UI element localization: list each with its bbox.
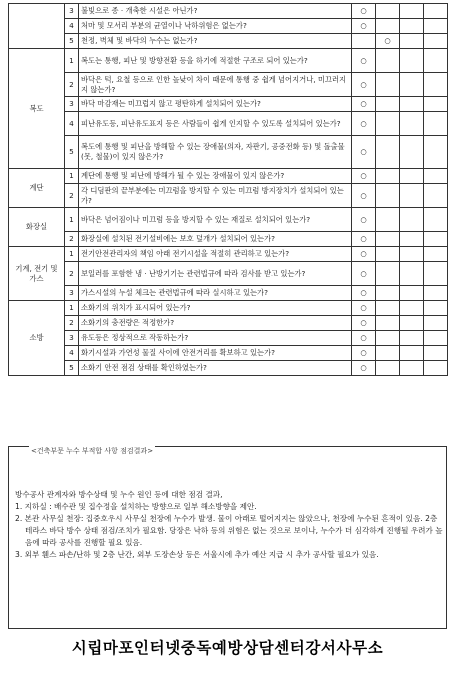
- category-cell: 계단: [9, 169, 65, 208]
- result-item: 3. 외부 휀스 파손/난하 및 2층 난간, 외부 도장손상 등은 서울시에 추가 예산 지급 시 추가 공사할 필요가 있음.: [15, 550, 379, 559]
- item-number: 1: [65, 169, 79, 184]
- empty-mark-cell: [424, 73, 448, 97]
- empty-mark-cell: [424, 4, 448, 19]
- empty-mark-cell: [424, 19, 448, 34]
- checklist-row: [9, 19, 448, 34]
- check-mark-cell: ○: [352, 112, 376, 136]
- empty-mark-cell: [376, 331, 400, 346]
- item-question: 각 디딤판의 끝부분에는 미끄럼을 방지할 수 있는 미끄럼 방지장치가 설치되어 있는가?: [79, 184, 352, 208]
- empty-mark-cell: [424, 112, 448, 136]
- empty-mark-cell: [376, 301, 400, 316]
- empty-mark-cell: [400, 49, 424, 73]
- checklist-table: [8, 3, 448, 376]
- empty-mark-cell: [400, 361, 424, 376]
- empty-mark-cell: [424, 331, 448, 346]
- category-cell: 기계, 전기 및 가스: [9, 247, 65, 301]
- check-mark-cell: ○: [352, 361, 376, 376]
- item-question: 유도등은 정상적으로 작동하는가?: [79, 331, 352, 346]
- check-mark-cell: ○: [376, 34, 400, 49]
- empty-mark-cell: [400, 262, 424, 286]
- empty-mark-cell: [424, 361, 448, 376]
- item-number: 4: [65, 112, 79, 136]
- checklist-row: [9, 208, 448, 232]
- empty-mark-cell: [400, 232, 424, 247]
- item-question: 화장실에 설치된 전기설비에는 보호 덮개가 설치되어 있는가?: [79, 232, 352, 247]
- check-mark-cell: ○: [352, 184, 376, 208]
- empty-mark-cell: [400, 208, 424, 232]
- item-number: 3: [65, 4, 79, 19]
- check-mark-cell: ○: [352, 73, 376, 97]
- check-mark-cell: ○: [352, 19, 376, 34]
- empty-mark-cell: [424, 346, 448, 361]
- checklist-row: [9, 49, 448, 73]
- checklist-sheet: [8, 3, 447, 376]
- result-title: <건축부문 누수 부적합 사항 점검결과>: [31, 447, 154, 455]
- item-number: 2: [65, 73, 79, 97]
- check-mark-cell: ○: [352, 97, 376, 112]
- check-mark-cell: ○: [352, 49, 376, 73]
- checklist-row: [9, 247, 448, 262]
- checklist-row: [9, 301, 448, 316]
- empty-mark-cell: [376, 247, 400, 262]
- check-mark-cell: ○: [352, 286, 376, 301]
- empty-mark-cell: [376, 346, 400, 361]
- empty-mark-cell: [424, 49, 448, 73]
- empty-mark-cell: [352, 34, 376, 49]
- item-number: 3: [65, 331, 79, 346]
- empty-mark-cell: [400, 346, 424, 361]
- check-mark-cell: ○: [352, 262, 376, 286]
- item-number: 1: [65, 301, 79, 316]
- checklist-row: [9, 262, 448, 286]
- check-mark-cell: ○: [352, 331, 376, 346]
- item-question: 바닥 마감재는 미끄럽지 않고 평탄하게 설치되어 있는가?: [79, 97, 352, 112]
- item-number: 5: [65, 34, 79, 49]
- checklist-row: [9, 4, 448, 19]
- checklist-row: [9, 34, 448, 49]
- item-question: 바닥은 턱, 요철 등으로 인한 높낮이 차이 때문에 통행 중 쉽게 넘어지거나, 미끄러지지 않는가?: [79, 73, 352, 97]
- item-question: 계단에 통행 및 피난에 방해가 될 수 있는 장애물이 있지 않은가?: [79, 169, 352, 184]
- empty-mark-cell: [400, 112, 424, 136]
- empty-mark-cell: [424, 316, 448, 331]
- empty-mark-cell: [424, 136, 448, 169]
- empty-mark-cell: [424, 301, 448, 316]
- empty-mark-cell: [424, 97, 448, 112]
- checklist-row: [9, 97, 448, 112]
- item-question: 보일러를 포함한 냉 · 난방기기는 관련법규에 따라 검사를 받고 있는가?: [79, 262, 352, 286]
- empty-mark-cell: [400, 247, 424, 262]
- empty-mark-cell: [400, 301, 424, 316]
- empty-mark-cell: [376, 19, 400, 34]
- empty-mark-cell: [424, 247, 448, 262]
- checklist-row: [9, 136, 448, 169]
- empty-mark-cell: [424, 34, 448, 49]
- empty-mark-cell: [400, 184, 424, 208]
- item-number: 5: [65, 361, 79, 376]
- empty-mark-cell: [424, 169, 448, 184]
- empty-mark-cell: [376, 136, 400, 169]
- check-mark-cell: ○: [352, 346, 376, 361]
- check-mark-cell: ○: [352, 4, 376, 19]
- item-number: 2: [65, 262, 79, 286]
- empty-mark-cell: [400, 331, 424, 346]
- empty-mark-cell: [376, 232, 400, 247]
- empty-mark-cell: [376, 97, 400, 112]
- empty-mark-cell: [400, 169, 424, 184]
- checklist-row: [9, 316, 448, 331]
- item-number: 2: [65, 232, 79, 247]
- check-mark-cell: ○: [352, 136, 376, 169]
- empty-mark-cell: [376, 169, 400, 184]
- result-body: [15, 489, 443, 561]
- empty-mark-cell: [400, 19, 424, 34]
- empty-mark-cell: [400, 286, 424, 301]
- item-question: 바닥은 넘어짐이나 미끄럼 등을 방지할 수 있는 재질로 설치되어 있는가?: [79, 208, 352, 232]
- result-intro: 방수공사 관계자와 방수상태 및 누수 원인 등에 대한 점검 결과,: [15, 490, 223, 499]
- category-cell: 복도: [9, 49, 65, 169]
- item-question: 처마 및 모서리 부분의 균열이나 낙하위험은 없는가?: [79, 19, 352, 34]
- empty-mark-cell: [424, 286, 448, 301]
- empty-mark-cell: [424, 262, 448, 286]
- empty-mark-cell: [376, 361, 400, 376]
- category-cell: 화장실: [9, 208, 65, 247]
- item-question: 소화기의 충전량은 적정한가?: [79, 316, 352, 331]
- empty-mark-cell: [400, 97, 424, 112]
- item-number: 2: [65, 184, 79, 208]
- inspection-result-box: [8, 446, 447, 629]
- organization-name: 시립마포인터넷중독예방상담센터강서사무소: [71, 638, 384, 657]
- item-question: 피난유도등, 피난유도표지 등은 사람들이 쉽게 인지할 수 있도록 설치되어 있는가?: [79, 112, 352, 136]
- empty-mark-cell: [376, 286, 400, 301]
- item-question: 전기안전관리자의 책임 아래 전기시설을 적절히 관리하고 있는가?: [79, 247, 352, 262]
- item-question: 화기시설과 가연성 물질 사이에 안전거리를 확보하고 있는가?: [79, 346, 352, 361]
- item-number: 1: [65, 49, 79, 73]
- checklist-row: [9, 346, 448, 361]
- empty-mark-cell: [400, 316, 424, 331]
- empty-mark-cell: [400, 34, 424, 49]
- checklist-row: [9, 112, 448, 136]
- item-question: 복도는 통행, 피난 및 방향전환 등을 하기에 적절한 구조로 되어 있는가?: [79, 49, 352, 73]
- empty-mark-cell: [424, 208, 448, 232]
- empty-mark-cell: [376, 316, 400, 331]
- empty-mark-cell: [376, 49, 400, 73]
- checklist-row: [9, 361, 448, 376]
- item-number: 3: [65, 286, 79, 301]
- check-mark-cell: ○: [352, 208, 376, 232]
- checklist-row: [9, 331, 448, 346]
- item-number: 3: [65, 97, 79, 112]
- category-cell: 소방: [9, 301, 65, 376]
- result-item: 2. 본관 사무실 천장: 집중호우시 사무실 천장에 누수가 발생. 물이 아래로 떨어지지는 않았으나, 천장에 누수된 흔적이 있음. 2층 테라스 바닥 방수 상태 점검/조치가 필요함. 당장은 낙하 등의 위험은 없는 것으로 보이나, 누수가 더 심각하게 진행될 우려가 높음에 따라 공사를 진행할 필요 있음.: [15, 514, 443, 547]
- item-question: 소화기의 위치가 표시되어 있는가?: [79, 301, 352, 316]
- item-number: 4: [65, 346, 79, 361]
- result-item: 1. 지하실 : 배수관 및 집수정을 설치하는 방향으로 일부 해소방향을 제안.: [15, 502, 257, 511]
- check-mark-cell: ○: [352, 316, 376, 331]
- item-question: 소화기 안전 점검 상태를 확인하였는가?: [79, 361, 352, 376]
- item-number: 2: [65, 316, 79, 331]
- checklist-row: [9, 184, 448, 208]
- item-number: 1: [65, 247, 79, 262]
- checklist-row: [9, 169, 448, 184]
- checklist-row: [9, 286, 448, 301]
- item-question: 복도에 통행 및 피난을 방해할 수 있는 장애물(의자, 자판기, 공중전화 등) 및 돌출물(못, 철물)이 있지 않은가?: [79, 136, 352, 169]
- empty-mark-cell: [376, 208, 400, 232]
- checklist-row: [9, 232, 448, 247]
- check-mark-cell: ○: [352, 301, 376, 316]
- item-question: 천정, 벽체 및 바닥의 누수는 없는가?: [79, 34, 352, 49]
- empty-mark-cell: [376, 184, 400, 208]
- empty-mark-cell: [376, 73, 400, 97]
- empty-mark-cell: [376, 4, 400, 19]
- check-mark-cell: ○: [352, 169, 376, 184]
- empty-mark-cell: [400, 4, 424, 19]
- empty-mark-cell: [376, 262, 400, 286]
- empty-mark-cell: [400, 136, 424, 169]
- item-question: 가스시설의 누설 체크는 관련법규에 따라 실시하고 있는가?: [79, 286, 352, 301]
- empty-mark-cell: [400, 73, 424, 97]
- category-cell: [9, 4, 65, 49]
- empty-mark-cell: [424, 232, 448, 247]
- item-number: 5: [65, 136, 79, 169]
- check-mark-cell: ○: [352, 232, 376, 247]
- item-number: 4: [65, 19, 79, 34]
- empty-mark-cell: [424, 184, 448, 208]
- item-number: 1: [65, 208, 79, 232]
- empty-mark-cell: [376, 112, 400, 136]
- item-question: 불빛으로 종 · 개축한 시설은 아닌가?: [79, 4, 352, 19]
- check-mark-cell: ○: [352, 247, 376, 262]
- checklist-row: [9, 73, 448, 97]
